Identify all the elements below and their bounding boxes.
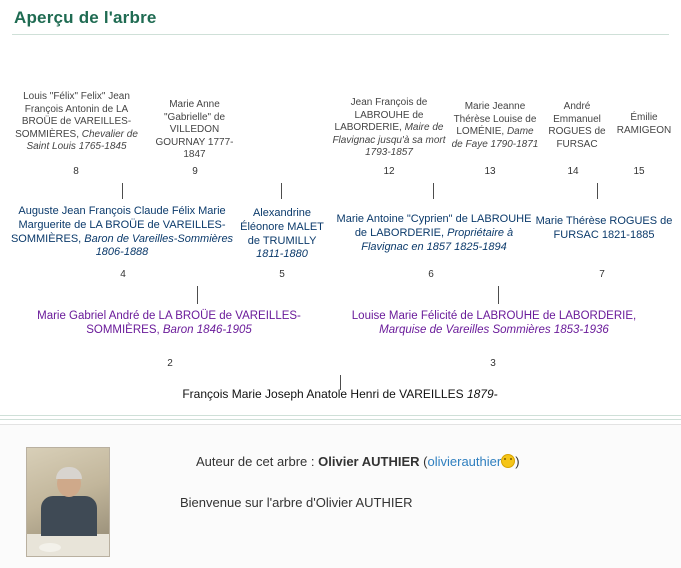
author-name: Olivier AUTHIER bbox=[318, 454, 420, 469]
node-detail: Chevalier de Saint Louis 1765-1845 bbox=[26, 128, 138, 152]
node-name: Marie Anne "Gabrielle" de VILLEDON GOURNAY 1777-1847 bbox=[155, 99, 234, 160]
node-number-14: 14 bbox=[567, 166, 579, 177]
node-name: Marie Gabriel André de LA BROÜE de VAREILLES-SOMMIÈRES, bbox=[37, 310, 301, 337]
tree-node-2[interactable] bbox=[14, 309, 324, 338]
node-number-8: 8 bbox=[73, 166, 79, 177]
author-label: Auteur de cet arbre : bbox=[196, 454, 315, 469]
node-name: Marie Antoine "Cyprien" de LABROUHE de LABORDERIE, bbox=[336, 213, 532, 239]
node-detail: Propriétaire à Flavignac en 1857 1825-1894 bbox=[361, 226, 514, 253]
photo-plate bbox=[39, 543, 61, 552]
node-number-4: 4 bbox=[120, 269, 126, 280]
node-number-15: 15 bbox=[633, 166, 645, 177]
family-tree bbox=[0, 35, 681, 425]
node-detail: Baron 1846-1905 bbox=[162, 324, 252, 337]
welcome-message: Bienvenue sur l'arbre d'Olivier AUTHIER bbox=[180, 495, 413, 510]
tree-node-8[interactable] bbox=[14, 91, 139, 154]
connector-line bbox=[197, 286, 198, 304]
node-detail: 1879- bbox=[466, 387, 498, 401]
node-name: François Marie Joseph Anatole Henri de VAREILLES bbox=[182, 387, 464, 401]
tree-node-3[interactable] bbox=[334, 309, 654, 338]
tree-node-5[interactable] bbox=[238, 207, 326, 262]
connector-line bbox=[281, 183, 282, 199]
author-profile-link[interactable]: olivierauthier bbox=[427, 454, 502, 469]
photo-body bbox=[41, 496, 97, 536]
node-detail: Dame de Faye 1790-1871 bbox=[451, 126, 539, 150]
node-number-5: 5 bbox=[279, 269, 285, 280]
node-number-3: 3 bbox=[490, 358, 496, 369]
tree-node-15[interactable] bbox=[613, 112, 675, 137]
smiley-icon bbox=[501, 454, 515, 468]
author-line bbox=[196, 452, 520, 469]
tree-node-12[interactable] bbox=[329, 97, 449, 160]
author-paren-close: ) bbox=[515, 454, 520, 469]
node-name: Jean François de LABROUHE de LABORDERIE, bbox=[334, 97, 428, 133]
tree-node-root[interactable] bbox=[120, 387, 560, 402]
node-name: Louise Marie Félicité de LABROUHE de LABORDERIE, bbox=[351, 310, 637, 322]
node-name: Auguste Jean François Claude Félix Marie Marguerite de LA BROÜE de VAREILLES-SOMMIÈRES, bbox=[10, 205, 226, 245]
node-name: Marie Thérèse ROGUES de FURSAC 1821-1885 bbox=[535, 215, 673, 241]
node-number-2: 2 bbox=[167, 358, 173, 369]
connector-line bbox=[433, 183, 434, 199]
tree-node-9[interactable] bbox=[152, 99, 237, 162]
node-number-9: 9 bbox=[192, 166, 198, 177]
node-number-6: 6 bbox=[428, 269, 434, 280]
connector-line bbox=[498, 286, 499, 304]
tree-node-6[interactable] bbox=[330, 213, 538, 254]
tree-node-4[interactable] bbox=[8, 205, 236, 260]
node-detail: 1811-1880 bbox=[256, 248, 308, 261]
section-divider bbox=[0, 415, 681, 420]
author-photo bbox=[26, 447, 110, 557]
node-detail: Marquise de Vareilles Sommières 1853-1936 bbox=[379, 324, 609, 337]
node-name: Marie Jeanne Thérèse Louise de LOMÉNIE, bbox=[453, 101, 537, 137]
node-number-13: 13 bbox=[484, 166, 496, 177]
page-title: Aperçu de l'arbre bbox=[14, 8, 157, 27]
node-name: Louis "Félix" Felix" Jean François Antonin de LA BROÜE de VAREILLES-SOMMIÈRES, bbox=[15, 91, 132, 140]
node-detail: Baron de Vareilles-Sommières 1806-1888 bbox=[84, 232, 234, 259]
node-number-7: 7 bbox=[599, 269, 605, 280]
connector-line bbox=[597, 183, 598, 199]
connector-line bbox=[122, 183, 123, 199]
node-name: Alexandrine Éléonore MALET de TRUMILLY bbox=[240, 207, 324, 247]
author-paren-open: ( bbox=[423, 454, 428, 469]
node-detail: Maire de Flavignac jusqu'à sa mort 1793-1857 bbox=[332, 122, 446, 158]
node-name: André Emmanuel ROGUES de FURSAC bbox=[548, 101, 606, 150]
node-number-12: 12 bbox=[383, 166, 395, 177]
tree-node-7[interactable] bbox=[534, 215, 674, 243]
author-panel bbox=[0, 424, 681, 568]
node-name: Émilie RAMIGEON bbox=[616, 112, 672, 136]
tree-node-13[interactable] bbox=[450, 101, 540, 151]
tree-node-14[interactable] bbox=[541, 101, 613, 151]
